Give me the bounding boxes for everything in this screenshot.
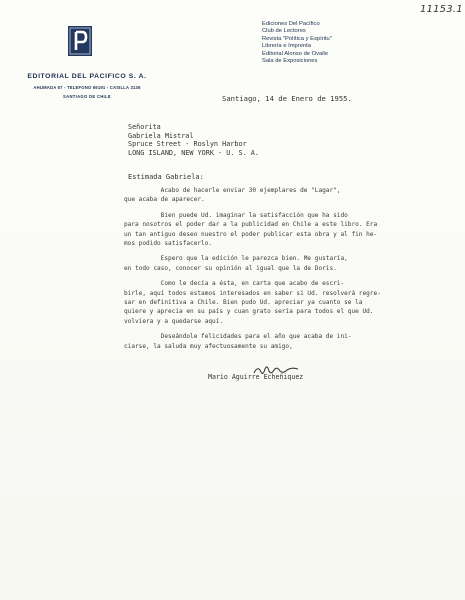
addressee-block xyxy=(128,123,259,157)
letter-date: Santiago, 14 de Enero de 1955. xyxy=(222,94,352,103)
body-paragraph: Deseándole felicidades para el año que acaba de ini- ciarse, la saluda muy afectuosamente su amigo, xyxy=(124,333,352,350)
imprint-item: Revista "Política y Espíritu" xyxy=(262,35,332,42)
addressee-line: Spruce Street - Roslyn Harbor xyxy=(128,140,247,149)
letterhead-company xyxy=(22,73,152,99)
imprint-list xyxy=(262,21,332,65)
company-address: AHUMADA 57 - TELEFONO 69191 - CASILLA 3136 xyxy=(33,85,141,90)
body-paragraph: Espero que la edición le parezca bien. Me gustaría, en todo caso, conocer su opinión al igual que la de Doris. xyxy=(124,255,348,272)
body-paragraph: Acabo de hacerle enviar 30 ejemplares de "Lagar", que acaba de aparecer. xyxy=(124,187,341,204)
company-name: EDITORIAL DEL PACIFICO S. A. xyxy=(27,73,147,80)
body-paragraph: Como le decía a ésta, en carta que acabo de escri- birle, aquí todos estamos interesados en saber si Ud. resolverá regre- sar en definitiva a Chile. Bien pudo Ud. apreciar ya cuanto se la quiere y aprecia en su país y cuan grato sería para todos el que Ud. volviera y a quedarse aquí. xyxy=(124,280,381,325)
addressee-line: Señorita xyxy=(128,123,161,131)
signer-name: Mario Aguirre Echeñiquez xyxy=(208,373,304,381)
imprint-item: Librería e Imprenta xyxy=(262,43,311,50)
imprint-item: Ediciones Del Pacífico xyxy=(262,21,320,27)
letter-body xyxy=(124,186,444,357)
imprint-item: Sala de Exposiciones xyxy=(262,58,318,65)
company-city: SANTIAGO DE CHILE xyxy=(63,94,111,99)
publisher-logo-icon xyxy=(68,26,92,56)
imprint-item: Club de Lectores xyxy=(262,28,306,35)
body-paragraph: Bien puede Ud. imaginar la satisfacción que ha sido para nosotros el poder dar a la publicidad en Chile a este libro. Era un tan antiguo deseo nuestro el poder publicar esta obra y al fin he- mos podido satisfacerlo. xyxy=(124,211,378,248)
addressee-line: LONG ISLAND, NEW YORK - U. S. A. xyxy=(128,148,259,157)
imprint-item: Editorial Alonso de Ovalle xyxy=(262,50,329,57)
salutation: Estimada Gabriela: xyxy=(128,173,204,181)
addressee-line: Gabriela Mistral xyxy=(128,131,194,140)
archive-reference: 11153.1 xyxy=(420,4,463,15)
